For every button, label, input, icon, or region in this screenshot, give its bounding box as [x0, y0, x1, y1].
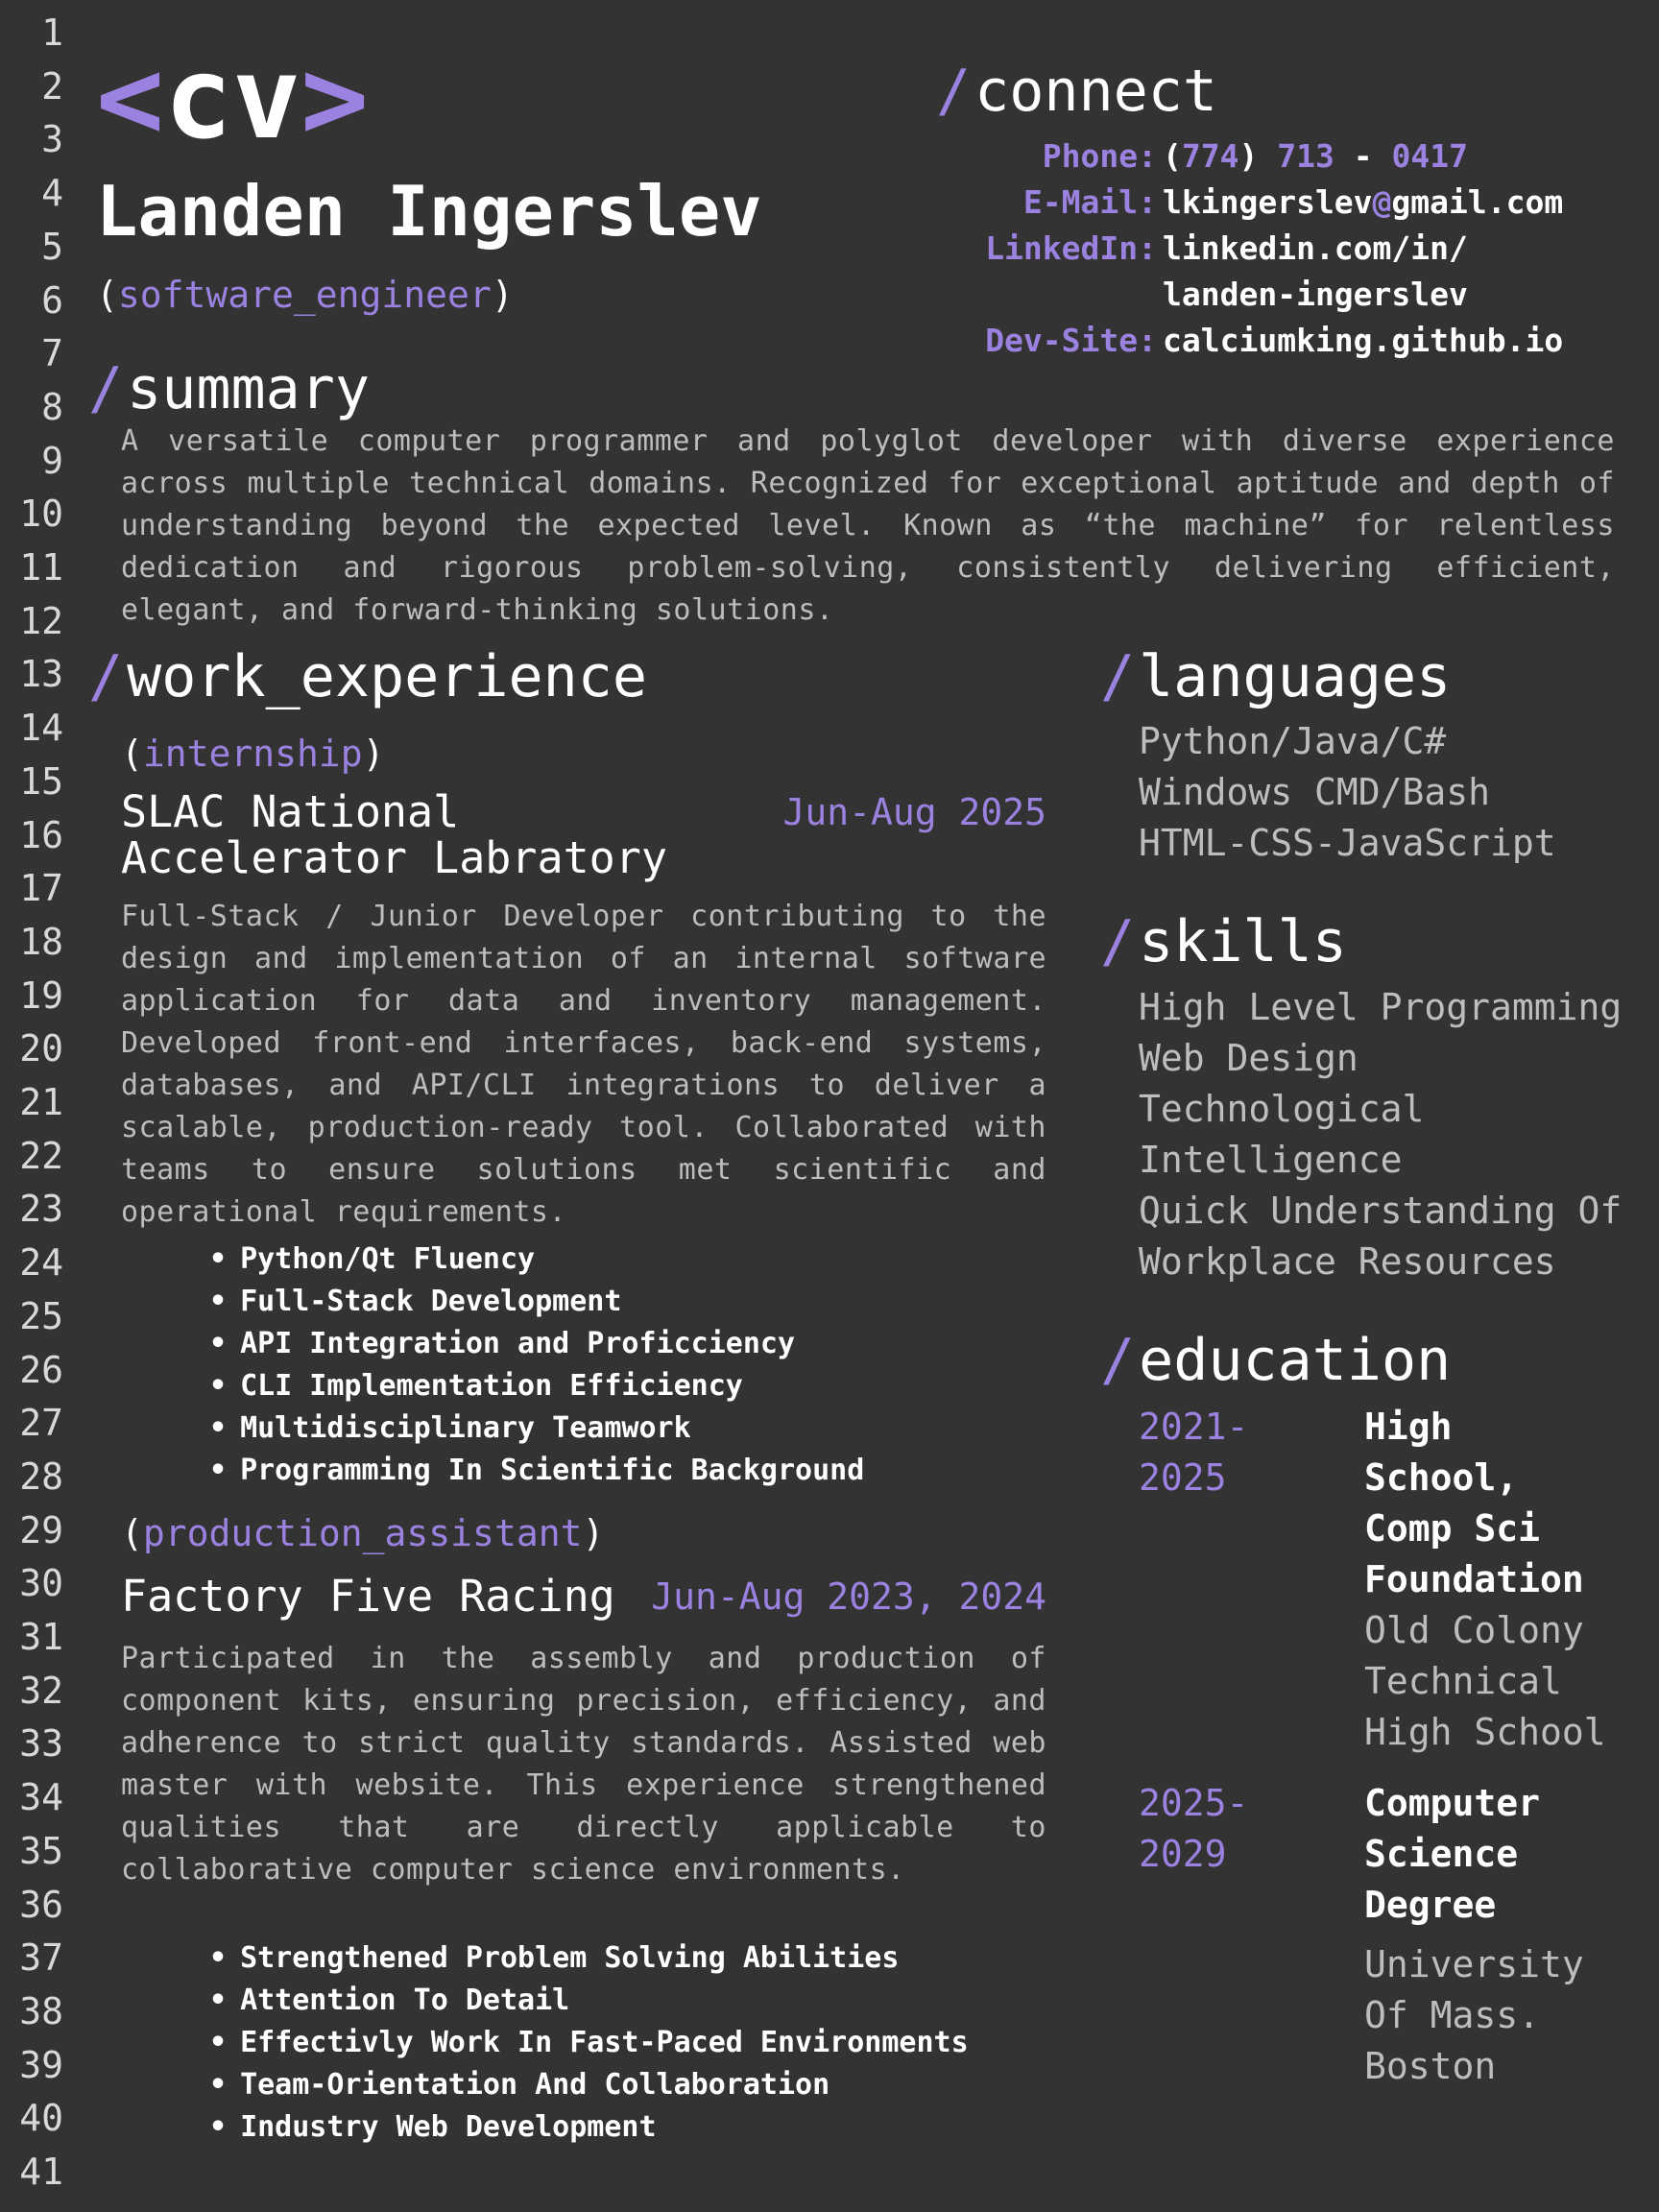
line-number: 35	[19, 1829, 63, 1872]
line-number: 20	[19, 1027, 63, 1070]
contact-phone	[917, 133, 1563, 180]
line-number: 38	[19, 1989, 63, 2032]
cv-logo	[96, 32, 370, 164]
line-number: 28	[19, 1455, 63, 1498]
logo-text: cv	[164, 32, 301, 164]
skill-bullet: • Full-Stack Development	[209, 1281, 864, 1323]
line-number: 21	[19, 1081, 63, 1123]
degree-line: High	[1364, 1406, 1453, 1448]
line-number: 25	[19, 1294, 63, 1337]
email-label: E-Mail:	[1022, 183, 1157, 221]
skill-item: High Level Programming	[1139, 986, 1623, 1028]
line-number: 41	[19, 2151, 63, 2193]
job-skills-factory-five	[209, 1937, 969, 2149]
skill-item: Intelligence	[1139, 1139, 1403, 1181]
skill-item: Quick Understanding Of	[1139, 1190, 1623, 1232]
line-number: 13	[19, 653, 63, 696]
connect-heading: /connect	[936, 58, 1217, 125]
degree-line: Computer	[1364, 1782, 1541, 1824]
skill-bullet: • Industry Web Development	[209, 2106, 969, 2149]
line-number: 37	[19, 1936, 63, 1980]
line-number: 3	[41, 118, 63, 161]
language-item: Python/Java/C#	[1139, 720, 1447, 762]
job-dates-slac: Jun-Aug 2025	[782, 791, 1046, 833]
job-type-production: (production_assistant)	[121, 1512, 605, 1554]
logo-open-bracket: <	[96, 32, 165, 164]
job-company-factory-five: Factory Five Racing	[121, 1571, 615, 1622]
contact-devsite	[917, 318, 1563, 364]
line-number: 26	[19, 1348, 63, 1391]
job-dates-factory-five: Jun-Aug 2023, 2024	[651, 1575, 1046, 1618]
education-degree-1	[1364, 1402, 1584, 1605]
line-number: 1	[41, 12, 63, 54]
devsite-link[interactable]: calciumking.github.io	[1163, 322, 1564, 359]
education-school-1	[1364, 1605, 1606, 1758]
logo-close-bracket: >	[301, 32, 370, 164]
role-title: software_engineer	[117, 274, 492, 316]
education-school-2	[1364, 1939, 1584, 2092]
line-number: 36	[19, 1883, 63, 1926]
skill-bullet: • Effectivly Work In Fast-Paced Environments	[209, 2022, 969, 2064]
line-number: 30	[19, 1562, 63, 1605]
degree-line: Comp Sci	[1364, 1507, 1541, 1550]
school-line: Technical	[1364, 1660, 1562, 1702]
line-number: 2	[41, 64, 63, 108]
phone-value[interactable]: (774) 713 - 0417	[1163, 137, 1468, 175]
person-name: Landen Ingerslev	[96, 171, 762, 252]
work-experience-heading: /work_experience	[88, 643, 647, 710]
role-line: (software_engineer)	[96, 274, 514, 316]
skills-list	[1139, 982, 1622, 1287]
line-number: 16	[19, 813, 63, 856]
school-line: Of Mass.	[1364, 1994, 1541, 2036]
skill-bullet: • Multidisciplinary Teamwork	[209, 1407, 864, 1450]
skills-heading: /skills	[1100, 908, 1347, 975]
job-type-internship: (internship)	[121, 733, 385, 775]
line-number: 9	[41, 439, 63, 482]
school-line: Boston	[1364, 2045, 1497, 2087]
degree-line: Foundation	[1364, 1558, 1584, 1600]
line-number: 11	[19, 546, 63, 589]
skill-item: Technological	[1139, 1088, 1425, 1130]
linkedin-label: LinkedIn:	[985, 229, 1157, 267]
degree-line: Science	[1364, 1833, 1519, 1875]
job-company-slac: SLAC National Accelerator Labratory	[121, 786, 667, 883]
line-number: 33	[19, 1722, 63, 1766]
line-number: 23	[19, 1188, 63, 1231]
education-degree-2	[1364, 1778, 1540, 1931]
summary-heading: /summary	[88, 355, 370, 422]
school-line: University	[1364, 1943, 1584, 1985]
devsite-label: Dev-Site:	[985, 322, 1157, 359]
skill-bullet: • Programming In Scientific Background	[209, 1450, 864, 1492]
line-number: 32	[19, 1669, 63, 1712]
line-number: 17	[19, 867, 63, 910]
skill-item: Web Design	[1139, 1037, 1358, 1079]
job-description-factory-five: Participated in the assembly and production of component kits, ensuring precision, efficiency, and adherence to strict quality standards. Assisted web master with website. This experience strengthened qualities that are directly applicable to collaborative computer science environments.	[121, 1642, 1046, 1887]
line-number: 14	[19, 707, 63, 750]
education-years-2: 2025-2029	[1139, 1782, 1249, 1875]
line-number: 24	[19, 1241, 63, 1285]
contact-block	[917, 133, 1563, 364]
line-number: 7	[41, 332, 63, 375]
contact-linkedin	[917, 226, 1563, 318]
line-number: 19	[19, 974, 63, 1017]
job-description-slac: Full-Stack / Junior Developer contributing to the design and implementation of an internal software application for data and inventory management. Developed front-end interfaces, back-end systems, databases, and API/CLI integrations to deliver a scalable, production-ready tool. Collaborated with teams to ensure solutions met scientific and operational requirements.	[121, 900, 1046, 1229]
line-number: 31	[19, 1616, 63, 1658]
line-number: 6	[41, 278, 63, 322]
school-line: High School	[1364, 1711, 1606, 1753]
degree-line: Degree	[1364, 1884, 1497, 1926]
skill-bullet: • API Integration and Proficciency	[209, 1323, 864, 1365]
school-line: Old Colony	[1364, 1609, 1584, 1651]
degree-line: School,	[1364, 1456, 1519, 1499]
phone-label: Phone:	[1042, 137, 1157, 175]
skill-bullet: • Team-Orientation And Collaboration	[209, 2064, 969, 2106]
line-number: 5	[41, 225, 63, 268]
line-number: 27	[19, 1402, 63, 1445]
line-number: 29	[19, 1508, 63, 1551]
line-number: 18	[19, 920, 63, 963]
line-number: 15	[19, 759, 63, 803]
line-number: 8	[41, 385, 63, 428]
education-heading: /education	[1100, 1327, 1452, 1394]
skill-bullet: • Python/Qt Fluency	[209, 1238, 864, 1281]
skill-bullet: • Strengthened Problem Solving Abilities	[209, 1937, 969, 1980]
line-number: 22	[19, 1134, 63, 1177]
linkedin-link[interactable]: linkedin.com/in/ landen-ingerslev	[1163, 229, 1468, 313]
line-number: 4	[41, 172, 63, 215]
languages-list	[1139, 716, 1556, 869]
language-item: Windows CMD/Bash	[1139, 771, 1491, 813]
line-number: 10	[19, 493, 63, 536]
line-number: 40	[19, 2097, 63, 2140]
contact-email	[917, 180, 1563, 226]
summary-text: A versatile computer programmer and polyglot developer with diverse experience across multiple technical domains. Recognized for exceptional aptitude and depth of understanding beyond the expected level. Known as “the machine” for relentless dedication and rigorous problem-solving, consistently delivering efficient, elegant, and forward-thinking solutions.	[121, 424, 1615, 627]
job-skills-slac	[209, 1238, 864, 1492]
skill-bullet: • Attention To Detail	[209, 1980, 969, 2022]
skill-item: Workplace Resources	[1139, 1240, 1556, 1283]
skill-bullet: • CLI Implementation Efficiency	[209, 1365, 864, 1407]
email-value[interactable]: lkingerslev@gmail.com	[1163, 183, 1564, 221]
language-item: HTML-CSS-JavaScript	[1139, 822, 1556, 864]
education-years-1: 2021-2025	[1139, 1406, 1249, 1499]
line-number: 39	[19, 2043, 63, 2086]
languages-heading: /languages	[1100, 643, 1452, 710]
line-number: 34	[19, 1776, 63, 1819]
line-number: 12	[19, 599, 63, 642]
